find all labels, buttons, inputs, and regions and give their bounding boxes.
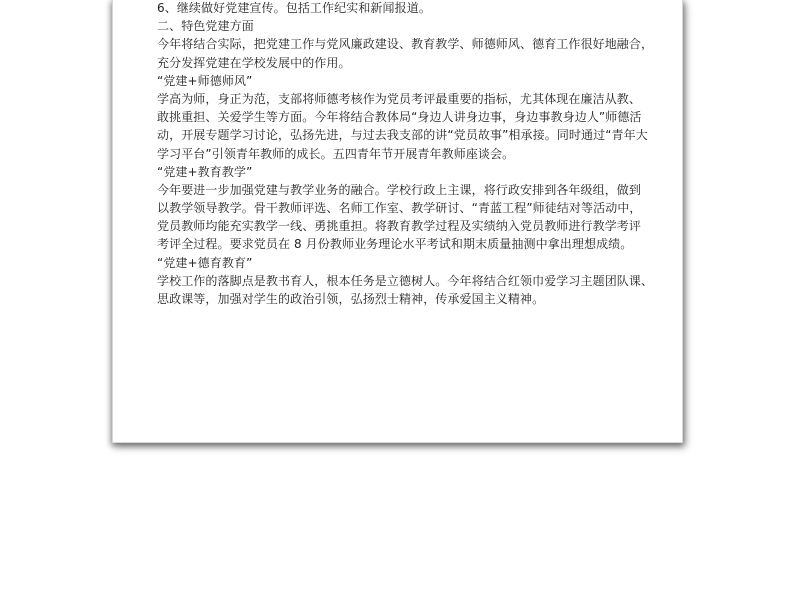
text-line: 6、继续做好党建宣传。包括工作纪实和新闻报道。 — [157, 1, 431, 15]
text-line: 今年将结合实际，把党建工作与党风廉政建设、教育教学、师德师风、德育工作很好地融合， — [157, 37, 654, 52]
text-line: 学习平台”引领青年教师的成长。五四青年节开展青年教师座谈会。 — [157, 146, 515, 161]
text-line: 考评全过程。要求党员在 8 月份教师业务理论水平考试和期末质量抽测中拿出理想成绩。 — [157, 237, 633, 252]
text-line: 学校工作的落脚点是教书育人，根本任务是立德树人。今年将结合红领巾爱学习主题团队课、 — [157, 273, 654, 288]
text-line: 今年要进一步加强党建与教学业务的融合。学校行政上主课，将行政安排到各年级组，做到 — [157, 182, 642, 197]
text-line: 党员教师均能充实教学一线、勇挑重担。将教育教学过程及实绩纳入党员教师进行教学考评 — [157, 219, 642, 234]
text-line: 学高为师，身正为范，支部将师德考核作为党员考评最重要的指标，尤其体现在廉洁从教、 — [157, 91, 642, 106]
text-line: 充分发挥党建在学校发展中的作用。 — [157, 55, 351, 70]
text-line: 思政课等，加强对学生的政治引领，弘扬烈士精神，传承爱国主义精神。 — [157, 292, 545, 306]
document-page — [112, 0, 683, 443]
section-heading: 二、特色党建方面 — [157, 19, 254, 34]
subsection-heading: “党建+师德师风” — [157, 73, 253, 88]
text-line: 敢挑重担、关爱学生等方面。今年将结合教体局“身边人讲身边事，身边事教身边人”师德活 — [157, 110, 642, 125]
text-line: 以教学领导教学。骨干教师评选、名师工作室、教学研讨、“青蓝工程”师徒结对等活动中， — [157, 201, 642, 216]
subsection-heading: “党建+德育教育” — [157, 255, 253, 270]
subsection-heading: “党建+教育教学” — [157, 164, 253, 179]
text-line: 动，开展专题学习讨论，弘扬先进，与过去我支部的讲“党员故事”相承接。同时通过“青年大 — [157, 128, 648, 143]
document-body — [157, 0, 657, 308]
